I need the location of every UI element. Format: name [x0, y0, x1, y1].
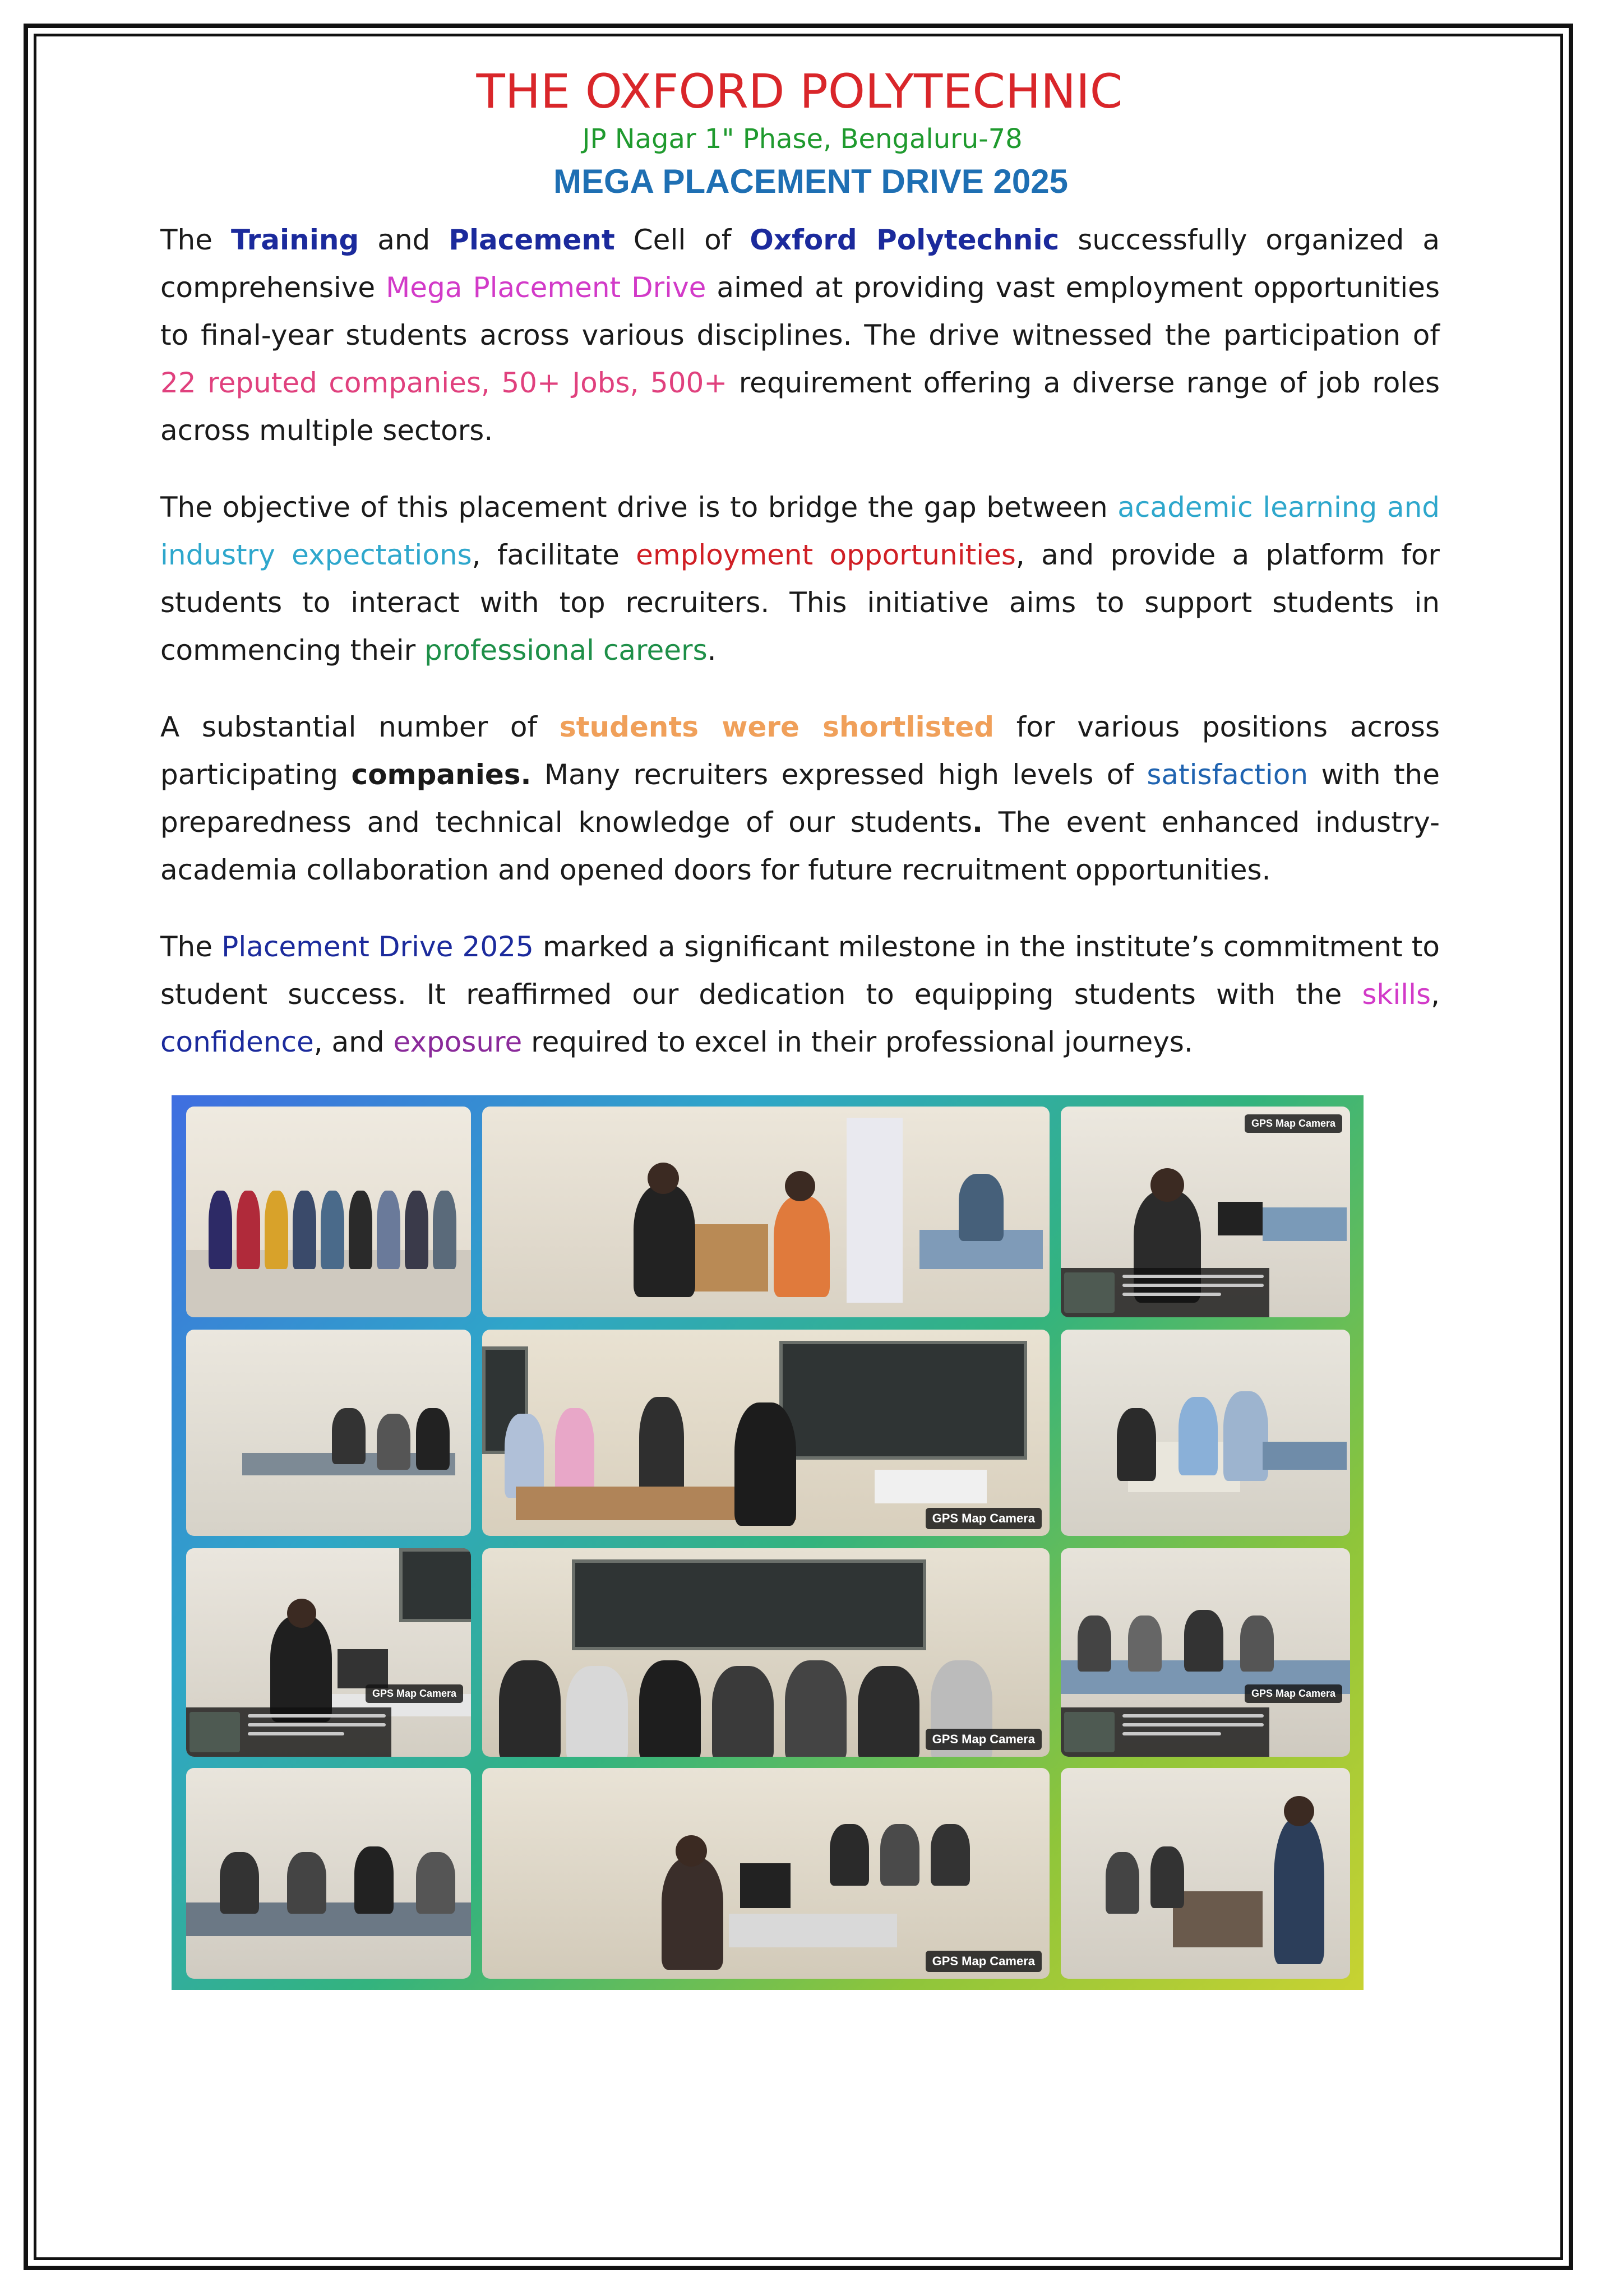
paragraph-intro	[160, 216, 1440, 455]
text-run: required to excel in their professional journeys.	[522, 1026, 1193, 1058]
paragraph-conclusion	[160, 923, 1440, 1066]
highlight-placement-drive-2025: Placement Drive 2025	[221, 931, 534, 963]
highlight-students-shortlisted: students were shortlisted	[559, 711, 995, 743]
highlight-skills: skills	[1362, 978, 1431, 1011]
highlight-satisfaction: satisfaction	[1147, 758, 1309, 791]
report-body	[160, 216, 1440, 1095]
highlight-confidence: confidence	[160, 1026, 314, 1058]
photo-orientation-session	[482, 1548, 1050, 1757]
text-run: marked a significant milestone in the institute’s commitment to student success. It reaffirmed our dedication to equipping students with the	[160, 931, 1440, 1011]
text-run: ,	[1431, 978, 1440, 1011]
highlight-companies: companies.	[351, 758, 532, 791]
gps-camera-label: GPS Map Camera	[1245, 1114, 1342, 1133]
text-run: Cell of	[614, 224, 750, 256]
highlight-companies-jobs: 22 reputed companies, 50+ Jobs, 500+	[160, 367, 728, 399]
highlight-placement: Placement	[449, 224, 615, 256]
photo-classroom-interview	[482, 1330, 1050, 1536]
text-run: for various positions across participating	[160, 711, 1440, 791]
highlight-mega-placement-drive: Mega Placement Drive	[386, 271, 706, 304]
text-run: Many recruiters expressed high levels of	[531, 758, 1147, 791]
gps-camera-label: GPS Map Camera	[366, 1684, 463, 1703]
photo-hr-round	[482, 1768, 1050, 1979]
text-run: The	[160, 224, 231, 256]
photo-group-staff	[186, 1107, 471, 1317]
gps-camera-label: GPS Map Camera	[926, 1951, 1042, 1972]
institute-address: JP Nagar 1" Phase, Bengaluru-78	[582, 123, 1023, 155]
photo-panel-interview	[1061, 1330, 1350, 1536]
photo-collage	[172, 1095, 1364, 1990]
paragraph-objective	[160, 484, 1440, 674]
text-run: , and	[313, 1026, 394, 1058]
photo-lab-students	[186, 1330, 471, 1536]
gps-camera-label: GPS Map Camera	[926, 1508, 1042, 1529]
highlight-professional-careers: professional careers	[424, 634, 708, 666]
text-run: with the preparedness and technical knowledge of our students	[160, 758, 1440, 839]
highlight-employment-opportunities: employment opportunities	[636, 539, 1016, 571]
gps-camera-label: GPS Map Camera	[926, 1729, 1042, 1750]
photo-candidate-computer	[1061, 1107, 1350, 1317]
geo-overlay	[186, 1707, 391, 1757]
text-run: The objective of this placement drive is to bridge the gap between	[160, 491, 1118, 524]
paragraph-outcome	[160, 703, 1440, 894]
institute-name: THE OXFORD POLYTECHNIC	[476, 64, 1123, 119]
text-run: and	[359, 224, 449, 256]
gps-camera-label: GPS Map Camera	[1245, 1684, 1342, 1703]
photo-candidate-test	[186, 1548, 471, 1757]
geo-overlay	[1061, 1707, 1269, 1757]
event-title: MEGA PLACEMENT DRIVE 2025	[553, 163, 1068, 200]
highlight-academic-industry: academic learning and industry expectations	[160, 491, 1440, 571]
text-run: The	[160, 931, 222, 963]
photo-lab-assessment	[186, 1768, 471, 1979]
text-run: , facilitate	[472, 539, 636, 571]
highlight-training: Training	[230, 224, 359, 256]
highlight-exposure: exposure	[393, 1026, 523, 1058]
highlight-oxford-polytechnic: Oxford Polytechnic	[750, 224, 1060, 256]
text-run: , and provide a platform for students to interact with top recruiters. This initiative aims to support students in commencing their	[160, 539, 1440, 666]
photo-recruiter-standing	[1061, 1768, 1350, 1979]
text-run: aimed at providing vast employment opportunities to final-year students across various disciplines. The drive witnessed the participation of	[160, 271, 1440, 351]
text-run: .	[707, 634, 717, 666]
text-run: requirement offering a diverse range of job roles across multiple sectors.	[160, 367, 1440, 447]
text-run: The event enhanced industry-academia collaboration and opened doors for future recruitment opportunities.	[160, 806, 1440, 886]
geo-overlay	[1061, 1268, 1269, 1317]
photo-interview-desk	[482, 1107, 1050, 1317]
photo-candidates-waiting	[1061, 1548, 1350, 1757]
text-run: successfully organized a comprehensive	[160, 224, 1440, 304]
text-run: .	[972, 806, 983, 839]
text-run: A substantial number of	[160, 711, 560, 743]
